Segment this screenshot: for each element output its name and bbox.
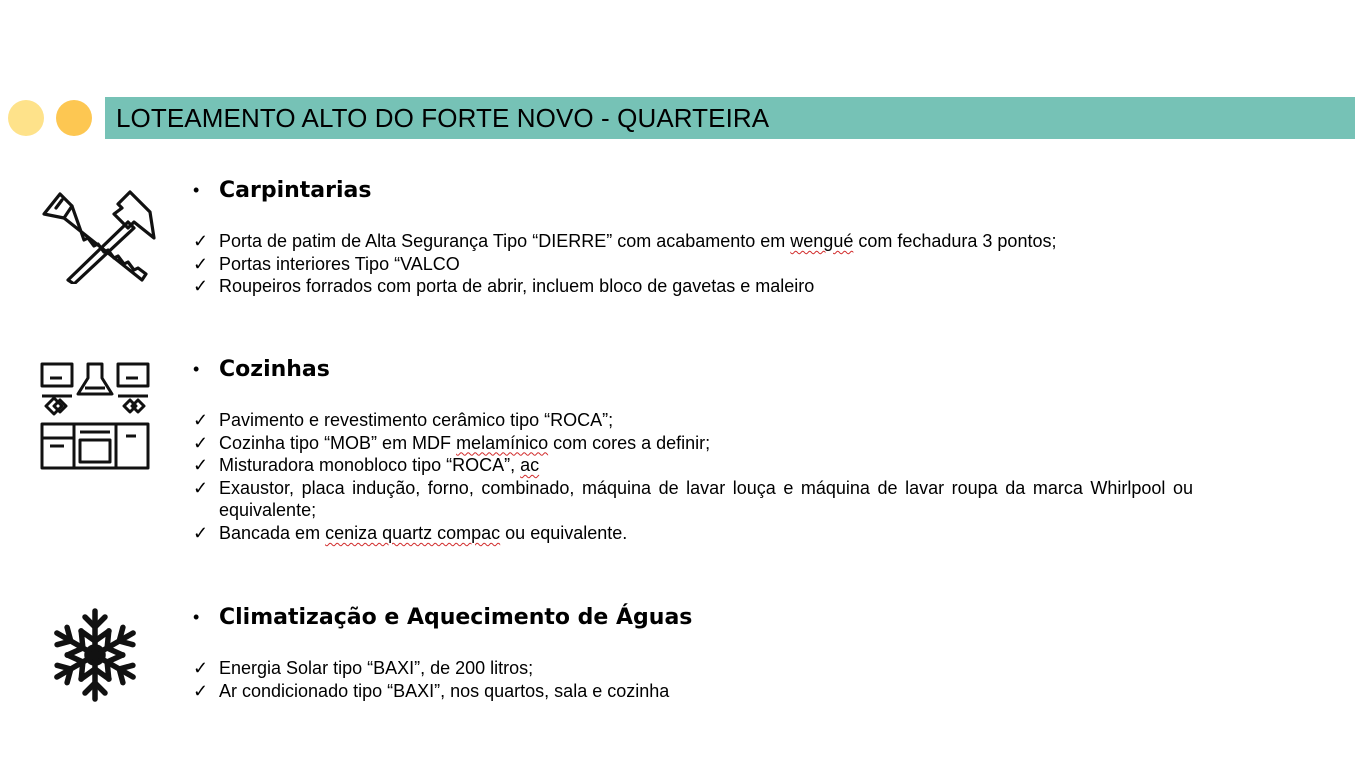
snowflake-icon [50,606,140,704]
bullet: • [193,607,200,627]
list-item: ✓ Portas interiores Tipo “VALCO [193,253,460,274]
spellcheck-word: ac [520,455,540,476]
spellcheck-word: ceniza quartz compac [325,522,501,543]
spellcheck-word: wengué [790,231,854,251]
check-icon: ✓ [193,410,209,430]
bullet: • [193,359,200,379]
check-icon: ✓ [193,276,209,297]
title-bar [105,97,1355,139]
section-title: Carpintarias [219,178,372,203]
kitchen-icon [40,362,150,470]
check-icon: ✓ [193,253,209,274]
check-icon: ✓ [193,432,209,453]
cozinhas-list [193,409,1193,545]
list-item: ✓ Cozinha tipo “MOB” em MDF melamínico com cores a definir; [193,432,711,453]
check-icon: ✓ [193,477,209,498]
section-heading-carpintarias [193,178,372,203]
section-title: Cozinhas [219,357,330,382]
list-item: ✓ Energia Solar tipo “BAXI”, de 200 litros; [193,658,534,678]
section-heading-climatizacao [193,605,692,630]
bullet: • [193,180,200,200]
check-icon: ✓ [193,455,209,476]
list-item: ✓ Ar condicionado tipo “BAXI”, nos quartos, sala e cozinha [193,680,670,701]
list-item: ✓ Exaustor, placa indução, forno, combinado, máquina de lavar louça e máquina de lavar roupa da marca Whirlpool ou equivalente; [193,477,1193,521]
carpintarias-list [193,230,1193,298]
list-item: ✓ Misturadora monobloco tipo “ROCA”, ac [193,455,540,476]
section-title: Climatização e Aquecimento de Águas [219,605,693,630]
decorative-dot-light [8,100,44,136]
section-heading-cozinhas [193,357,330,382]
check-icon: ✓ [193,680,209,701]
page-title: LOTEAMENTO ALTO DO FORTE NOVO - QUARTEIRA [116,102,770,133]
decorative-dot-orange [56,100,92,136]
climatizacao-list [193,657,1193,702]
list-item: ✓ Roupeiros forrados com porta de abrir, incluem bloco de gavetas e maleiro [193,276,815,297]
list-item: ✓ Bancada em ceniza quartz compac ou equivalente. [193,522,628,543]
carpentry-tools-icon [38,188,156,284]
list-item: ✓ Pavimento e revestimento cerâmico tipo “ROCA”; [193,410,614,430]
list-item: ✓ Porta de patim de Alta Segurança Tipo “DIERRE” com acabamento em wengué com fechadura 3 pontos; [193,231,1057,251]
check-icon: ✓ [193,231,209,251]
check-icon: ✓ [193,658,209,678]
check-icon: ✓ [193,522,209,543]
spellcheck-word: melamínico [456,432,549,453]
